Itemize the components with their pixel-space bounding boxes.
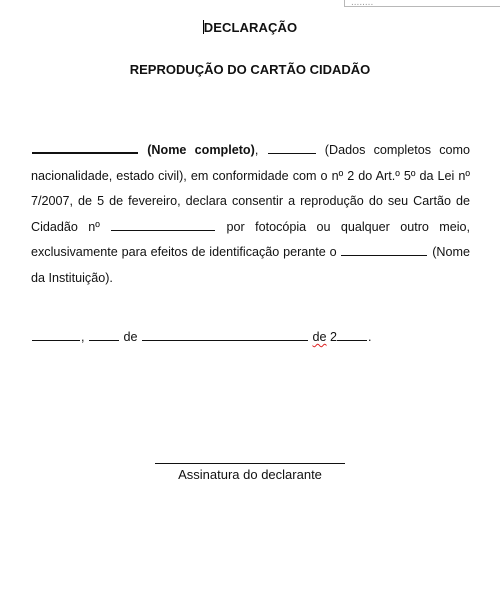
declaration-paragraph: [31, 138, 470, 291]
date-de-1: de: [123, 330, 138, 344]
document-subtitle: REPRODUÇÃO DO CARTÃO CIDADÃO: [129, 62, 371, 77]
date-comma: ,: [81, 330, 85, 344]
year-prefix: 2: [330, 330, 338, 344]
reproduction-text: por fotocópia ou qualquer outro meio, exclusivamente para efeitos de identificação perante o: [31, 219, 471, 259]
blank-day[interactable]: [89, 330, 119, 341]
document-title-text: DECLARAÇÃO: [203, 20, 298, 35]
document-title: [0, 20, 500, 35]
signature-line[interactable]: [155, 463, 345, 464]
blank-card-number[interactable]: [111, 220, 215, 231]
full-name-label: (Nome completo): [147, 143, 255, 157]
blank-year[interactable]: [337, 330, 367, 341]
personal-data-text: (Dados completos como nacionalidade, estado civil), em conformidade com o nº 2 do Art.º 5º da Lei nº 7/2007, de 5 de fevereiro, declara consentir a reprodução do seu Cartão de Cidadão nº: [31, 143, 471, 234]
blank-full-name[interactable]: [32, 142, 138, 154]
blank-month[interactable]: [142, 330, 308, 341]
date-end: .: [368, 330, 372, 344]
date-de-2: de: [312, 330, 327, 344]
blank-personal-data[interactable]: [268, 143, 316, 154]
institution-label: (Nome da Instituição).: [31, 245, 470, 285]
blank-place[interactable]: [32, 330, 80, 341]
separator-comma: ,: [254, 143, 259, 157]
corner-input-field[interactable]: ........: [344, 0, 500, 7]
date-line: [31, 327, 372, 347]
blank-institution-name[interactable]: [341, 245, 427, 256]
signature-label: Assinatura do declarante: [178, 467, 322, 482]
